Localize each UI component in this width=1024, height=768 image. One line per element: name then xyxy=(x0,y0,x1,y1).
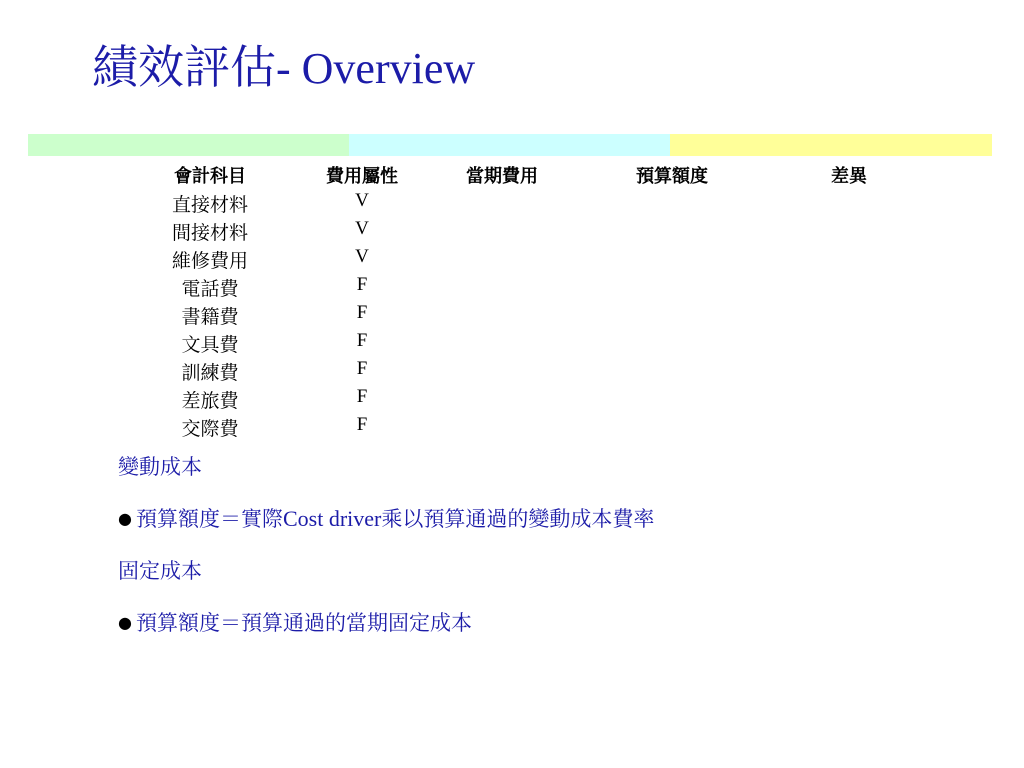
table-row xyxy=(0,384,1024,412)
bullet-icon: ● xyxy=(118,613,132,632)
attribute-cell: F xyxy=(356,386,368,407)
color-bar xyxy=(28,134,992,156)
fixed-cost-heading: 固定成本 xyxy=(118,559,202,583)
table-body xyxy=(0,188,1024,440)
account-cell: 訓練費 xyxy=(181,362,239,384)
header-current-expense: 當期費用 xyxy=(466,166,538,187)
table-row xyxy=(0,356,1024,384)
color-bar-green xyxy=(28,134,349,156)
attribute-cell: V xyxy=(355,190,369,211)
table-row xyxy=(0,216,1024,244)
bullet-icon: ● xyxy=(118,509,132,528)
notes xyxy=(118,452,654,660)
account-cell: 差旅費 xyxy=(181,390,239,412)
table-row xyxy=(0,412,1024,440)
variable-bullet-post: 乘以預算通過的變動成本費率 xyxy=(381,507,655,531)
table-row xyxy=(0,300,1024,328)
account-cell: 交際費 xyxy=(181,418,239,440)
title-main: 績效評估 xyxy=(92,40,276,94)
attribute-cell: F xyxy=(356,330,368,351)
fixed-bullet-text: 預算額度＝預算通過的當期固定成本 xyxy=(135,611,472,635)
table-row xyxy=(0,188,1024,216)
attribute-cell: F xyxy=(356,302,368,323)
fixed-cost-bullet xyxy=(118,608,654,638)
account-cell: 間接材料 xyxy=(171,222,249,244)
table-row xyxy=(0,244,1024,272)
header-account: 會計科目 xyxy=(174,166,246,187)
attribute-cell: V xyxy=(355,218,369,239)
attribute-cell: F xyxy=(356,414,368,435)
variable-bullet-latin: Cost driver xyxy=(282,506,382,531)
header-attribute: 費用屬性 xyxy=(326,166,398,187)
variable-bullet-pre: 預算額度＝實際 xyxy=(135,507,283,531)
table-row xyxy=(0,328,1024,356)
variable-cost-bullet xyxy=(118,504,654,534)
header-variance: 差異 xyxy=(831,166,867,187)
account-cell: 直接材料 xyxy=(171,194,249,216)
variable-cost-heading: 變動成本 xyxy=(118,455,202,479)
account-cell: 文具費 xyxy=(181,334,239,356)
color-bar-yellow xyxy=(670,134,992,156)
attribute-cell: V xyxy=(355,246,369,267)
account-cell: 書籍費 xyxy=(181,306,239,328)
account-cell: 電話費 xyxy=(181,278,239,300)
table-row xyxy=(0,272,1024,300)
account-cell: 維修費用 xyxy=(171,250,249,272)
slide-title xyxy=(92,40,476,94)
color-bar-cyan xyxy=(349,134,670,156)
attribute-cell: F xyxy=(356,274,368,295)
title-suffix: - Overview xyxy=(276,44,476,93)
header-budget: 預算額度 xyxy=(636,166,708,187)
attribute-cell: F xyxy=(356,358,368,379)
table-header-row xyxy=(0,160,1024,188)
expense-table xyxy=(0,160,1024,440)
